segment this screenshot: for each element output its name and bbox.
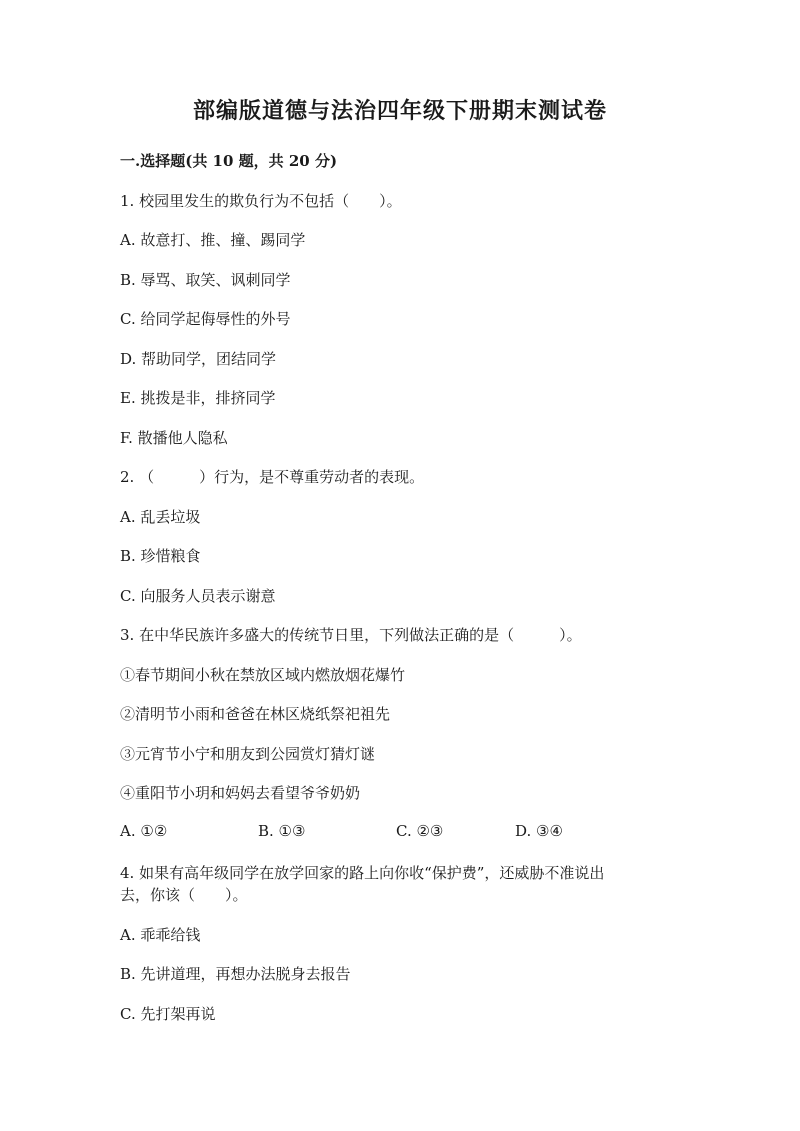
question-1-option-d: D. 帮助同学，团结同学	[120, 350, 277, 368]
question-3-option-c: C. ②③	[396, 822, 444, 840]
question-3-option-b: B. ①③	[258, 822, 306, 840]
question-3-option-a: A. ①②	[120, 822, 168, 840]
question-2-option-a: A. 乱丢垃圾	[120, 508, 201, 526]
question-3-statement-1: ①春节期间小秋在禁放区域内燃放烟花爆竹	[120, 666, 406, 684]
question-2-stem: 2. （ ）行为，是不尊重劳动者的表现。	[120, 468, 425, 486]
question-3-statement-3: ③元宵节小宁和朋友到公园赏灯猜灯谜	[120, 745, 376, 763]
question-4-stem-line-1: 4. 如果有高年级同学在放学回家的路上向你收“保护费”，还威胁不准说出	[120, 864, 605, 882]
question-1-option-e: E. 挑拨是非，排挤同学	[120, 389, 276, 407]
page-title: 部编版道德与法治四年级下册期末测试卷	[192, 98, 607, 124]
question-1-option-a: A. 故意打、推、撞、踢同学	[120, 231, 306, 249]
question-3-statement-4: ④重阳节小玥和妈妈去看望爷爷奶奶	[120, 784, 361, 802]
question-3-statement-2: ②清明节小雨和爸爸在林区烧纸祭祀祖先	[120, 705, 391, 723]
question-3-stem: 3. 在中华民族许多盛大的传统节日里，下列做法正确的是（ ）。	[120, 626, 582, 644]
question-1-option-c: C. 给同学起侮辱性的外号	[120, 310, 291, 328]
section-heading: 一.选择题(共 10 题，共 20 分)	[120, 152, 338, 170]
question-4-option-c: C. 先打架再说	[120, 1005, 216, 1023]
question-1-option-b: B. 辱骂、取笑、讽刺同学	[120, 271, 291, 289]
question-2-option-b: B. 珍惜粮食	[120, 547, 201, 565]
question-4-stem-line-2: 去，你该（ ）。	[120, 886, 248, 904]
question-3-option-d: D. ③④	[515, 822, 563, 840]
question-4-option-b: B. 先讲道理，再想办法脱身去报告	[120, 965, 351, 983]
question-4-option-a: A. 乖乖给钱	[120, 926, 201, 944]
question-2-option-c: C. 向服务人员表示谢意	[120, 587, 276, 605]
question-1-stem: 1. 校园里发生的欺负行为不包括（ ）。	[120, 192, 402, 210]
question-1-option-f: F. 散播他人隐私	[120, 429, 228, 447]
